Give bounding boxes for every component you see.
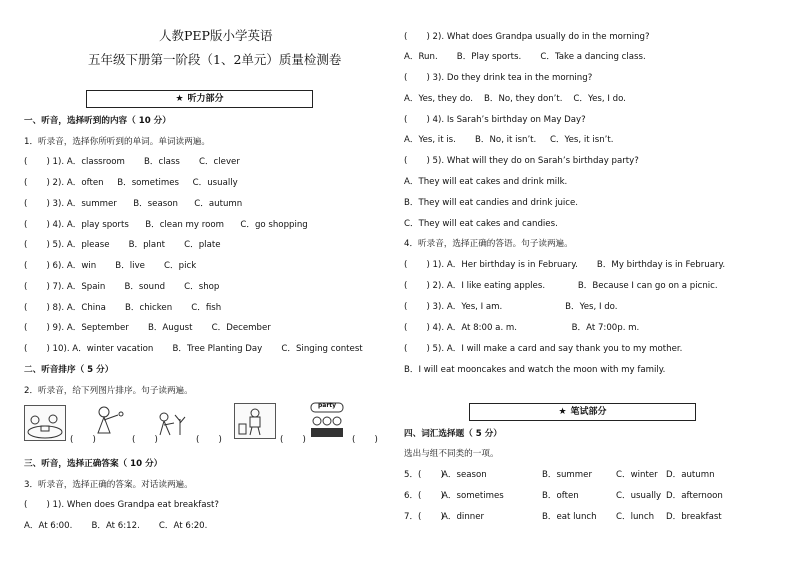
party-sign-text: party	[318, 402, 337, 409]
part1-item: ( ) 5). A．please B．plant C．plate	[24, 240, 221, 250]
vocab-option-d: D．autumn	[666, 470, 715, 480]
part4-item: ( ) 4). A．At 8:00 a. m. B．At 7:00p. m.	[404, 323, 640, 333]
part3-options: A．Yes, they do. B．No, they don’t. C．Yes, I do.	[404, 94, 626, 104]
part1-item: ( ) 10). A．winter vacation B．Tree Planting Day C．Singing contest	[24, 344, 363, 354]
part3-question: ( ) 1). When does Grandpa eat breakfast?	[24, 500, 219, 510]
part3-question: ( ) 5). What will they do on Sarah’s birthday party?	[404, 156, 639, 166]
part4-item: ( ) 3). A．Yes, I am. B．Yes, I do.	[404, 302, 618, 312]
cleaning-picture	[234, 403, 276, 439]
part1-instruction: 1．听录音，选择你所听到的单词。单词读两遍。	[24, 137, 210, 147]
doc-title: 人教PEP版小学英语	[159, 28, 273, 43]
star-icon: ★	[558, 407, 567, 417]
order-blank[interactable]: ( )	[280, 435, 306, 445]
vocab-number: 7．( )	[404, 512, 444, 522]
part4-instruction: 4．听录音，选择正确的答语。句子读两遍。	[404, 239, 573, 249]
vocab-option-a: A．dinner	[442, 512, 485, 522]
vocab-option-b: B．often	[542, 491, 579, 501]
picnic-picture	[24, 405, 66, 441]
part3-question: ( ) 2). What does Grandpa usually do in the morning?	[404, 32, 650, 42]
vocab-option-d: D．afternoon	[666, 491, 723, 501]
part2-instruction: 2．听录音，给下列图片排序。句子读两遍。	[24, 386, 193, 396]
star-icon: ★	[175, 94, 184, 104]
listening-part-label: 听力部分	[187, 94, 224, 104]
vocab-number: 6．( )	[404, 491, 444, 501]
vocab-option-c: C．winter	[616, 470, 658, 480]
vocab-option-d: D．breakfast	[666, 512, 722, 522]
written-part-header	[469, 403, 696, 421]
part3-options: A．Yes, it is. B．No, it isn’t. C．Yes, it isn’t.	[404, 135, 614, 145]
part3-options: A．Run. B．Play sports. C．Take a dancing class.	[404, 52, 646, 62]
vocab-option-c: C．lunch	[616, 512, 655, 522]
part3-option: C．They will eat cakes and candies.	[404, 219, 558, 229]
girl-picture	[88, 405, 128, 439]
vocab-number: 5．( )	[404, 470, 444, 480]
part1-item: ( ) 7). A．Spain B．sound C．shop	[24, 282, 220, 292]
order-blank[interactable]: ( )	[352, 435, 378, 445]
order-blank[interactable]: ( )	[132, 435, 158, 445]
written-part-label: 笔试部分	[570, 407, 607, 417]
boy-planting-picture	[152, 405, 192, 439]
part1-item: ( ) 9). A．September B．August C．December	[24, 323, 271, 333]
doc-subtitle: 五年级下册第一阶段（1、2单元）质量检测卷	[88, 52, 342, 67]
part1-item: ( ) 3). A．summer B．season C．autumn	[24, 199, 243, 209]
part3-option: A．They will eat cakes and drink milk.	[404, 177, 568, 187]
part1-item: ( ) 2). A．often B．sometimes C．usually	[24, 178, 238, 188]
part3-instruction: 3．听录音，选择正确的答案。对话读两遍。	[24, 480, 193, 490]
vocab-option-b: B．summer	[542, 470, 592, 480]
order-blank[interactable]: ( )	[70, 435, 96, 445]
part4-item: ( ) 2). A．I like eating apples. B．Because I can go on a picnic.	[404, 281, 718, 291]
part3-question: ( ) 4). Is Sarah’s birthday on May Day?	[404, 115, 586, 125]
order-blank[interactable]: ( )	[196, 435, 222, 445]
part4-item: B．I will eat mooncakes and watch the moon with my family.	[404, 365, 666, 375]
part5-heading: 四、词汇选择题（ 5 分）	[404, 429, 502, 439]
part3-option: B．They will eat candies and drink juice.	[404, 198, 579, 208]
part3-question: ( ) 3). Do they drink tea in the morning?	[404, 73, 593, 83]
part1-heading: 一、听音，选择听到的内容（ 10 分）	[24, 116, 171, 126]
vocab-option-a: A．sometimes	[442, 491, 504, 501]
vocab-option-a: A．season	[442, 470, 487, 480]
vocab-option-b: B．eat lunch	[542, 512, 597, 522]
part4-item: ( ) 5). A．I will make a card and say thank you to my mother.	[404, 344, 683, 354]
part1-item: ( ) 4). A．play sports B．clean my room C．go shopping	[24, 220, 308, 230]
part1-item: ( ) 1). A．classroom B．class C．clever	[24, 157, 240, 167]
part3-options: A．At 6:00. B．At 6:12. C．At 6:20.	[24, 521, 208, 531]
part1-item: ( ) 8). A．China B．chicken C．fish	[24, 303, 222, 313]
part5-instruction: 选出与组不同类的一项。	[404, 449, 499, 459]
part1-item: ( ) 6). A．win B．live C．pick	[24, 261, 197, 271]
listening-part-header	[86, 90, 313, 108]
party-picture	[305, 401, 349, 441]
vocab-option-c: C．usually	[616, 491, 662, 501]
part3-heading: 三、听音，选择正确答案（ 10 分）	[24, 459, 163, 469]
part2-heading: 二、听音排序（ 5 分）	[24, 365, 114, 375]
part4-item: ( ) 1). A．Her birthday is in February. B．My birthday is in February.	[404, 260, 726, 270]
